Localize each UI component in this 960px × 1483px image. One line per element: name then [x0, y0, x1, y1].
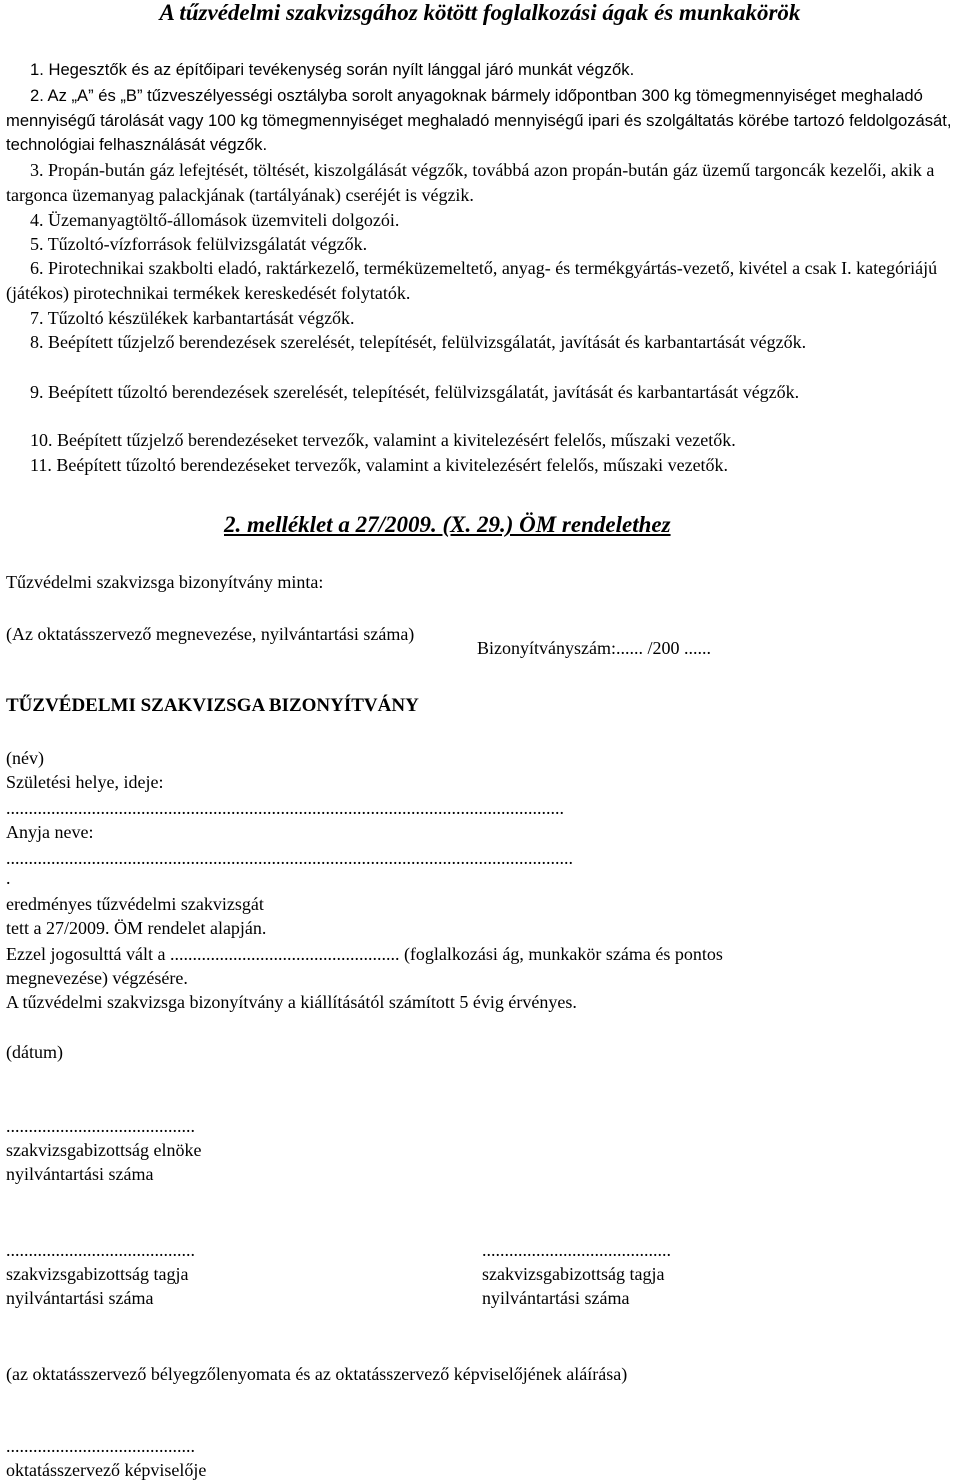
list-item-10	[6, 428, 956, 453]
registration-label: nyilvántartási száma	[482, 1288, 630, 1308]
signature-line: ..........................................	[6, 1436, 195, 1456]
item-number: 10.	[30, 430, 53, 450]
organizer-label: (Az oktatásszervező megnevezése, nyilvántartási száma)	[6, 624, 415, 644]
dotted-line: ..............................................................................................................................	[6, 848, 573, 868]
passed-line-2: tett a 27/2009. ÖM rendelet alapján.	[6, 918, 267, 938]
item-text: Beépített tűzjelző berendezéseket tervezők, valamint a kivitelezésért felelős, műszaki vezetők.	[57, 430, 736, 450]
item-text: Beépített tűzoltó berendezéseket tervezők, valamint a kivitelezésért felelős, műszaki vezetők.	[56, 455, 729, 475]
signature-line: ..........................................	[6, 1116, 195, 1136]
item-text: Hegesztők és az építőipari tevékenység során nyílt lánggal járó munkát végzők.	[48, 60, 635, 79]
item-number: 2.	[30, 86, 44, 105]
list-item-7	[6, 306, 956, 331]
item-number: 1.	[30, 60, 44, 79]
member-label: szakvizsgabizottság tagja	[482, 1264, 665, 1284]
item-text: Tűzoltó készülékek karbantartását végzők.	[47, 308, 355, 328]
item-text: Az „A” és „B” tűzveszélyességi osztályba sorolt anyagoknak bármely időpontban 300 kg tömegmennyiséget meghaladó mennyiségű tárolását vagy 100 kg tömegmennyiséget meghaladó mennyiségű ipari és szolgáltatás körébe tartozó feldolgozását, technológiai felhasználását végzők.	[6, 86, 952, 155]
sample-label: Tűzvédelmi szakvizsga bizonyítvány minta:	[6, 572, 324, 592]
page-title: A tűzvédelmi szakvizsgához kötött foglalkozási ágak és munkakörök	[159, 0, 801, 25]
item-number: 7.	[30, 308, 44, 328]
mother-label: Anyja neve:	[6, 822, 94, 842]
item-number: 11.	[30, 455, 52, 475]
list-item-4	[6, 208, 956, 233]
list-item-11	[6, 453, 956, 478]
validity-text: A tűzvédelmi szakvizsga bizonyítvány a kiállításától számított 5 évig érvényes.	[6, 992, 577, 1012]
list-item-8	[6, 330, 956, 355]
item-text: Tűzoltó-vízforrások felülvizsgálatát végzők.	[47, 234, 368, 254]
entitled-line-2: megnevezése) végzésére.	[6, 968, 188, 988]
certificate-title: TŰZVÉDELMI SZAKVIZSGA BIZONYÍTVÁNY	[6, 695, 419, 716]
item-text: Beépített tűzoltó berendezések szerelését, telepítését, felülvizsgálatát, javítását és karbantartását végzők.	[48, 382, 800, 402]
passed-line-1: eredményes tűzvédelmi szakvizsgát	[6, 894, 264, 914]
entitled-line-1: Ezzel jogosulttá vált a ................................................... (foglalkozási ág, munkakör száma és pontos	[6, 944, 723, 964]
item-text: Propán-bután gáz lefejtését, töltését, kiszolgálását végzők, továbbá azon propán-bután gáz üzemű targoncák kezelői, akik a targonca üzemanyag palackjának (tartályának) cseréjét is végzik.	[6, 160, 935, 205]
dot-mark: .	[6, 868, 11, 888]
item-text: Pirotechnikai szakbolti eladó, raktárkezelő, terméküzemeltető, anyag- és termékgyártás-vezető, kivétel a csak I. kategóriájú (játékos) pirotechnikai termékek kereskedését folytatók.	[6, 258, 938, 303]
cert-number: Bizonyítványszám:...... /200 ......	[477, 638, 711, 658]
registration-label: nyilvántartási száma	[6, 1288, 154, 1308]
item-number: 9.	[30, 382, 44, 402]
list-item-2	[6, 84, 956, 158]
item-number: 6.	[30, 258, 44, 278]
list-item-5	[6, 232, 956, 257]
registration-label: nyilvántartási száma	[6, 1164, 154, 1184]
list-item-3	[6, 158, 956, 207]
member-label: szakvizsgabizottság tagja	[6, 1264, 189, 1284]
signature-line: ..........................................	[482, 1240, 671, 1260]
chair-label: szakvizsgabizottság elnöke	[6, 1140, 202, 1160]
item-text: Üzemanyagtöltő-állomások üzemviteli dolgozói.	[48, 210, 400, 230]
item-number: 4.	[30, 210, 44, 230]
annex-title: 2. melléklet a 27/2009. (X. 29.) ÖM rendelethez	[224, 512, 671, 537]
list-item-9	[6, 380, 956, 405]
list-item-6	[6, 256, 956, 305]
birth-label: Születési helye, ideje:	[6, 772, 164, 792]
representative-label: oktatásszervező képviselője	[6, 1460, 207, 1480]
item-number: 5.	[30, 234, 44, 254]
item-number: 8.	[30, 332, 44, 352]
signature-line: ..........................................	[6, 1240, 195, 1260]
date-label: (dátum)	[6, 1042, 63, 1062]
list-item-1	[6, 58, 956, 83]
stamp-label: (az oktatásszervező bélyegzőlenyomata és az oktatásszervező képviselőjének aláírása)	[6, 1364, 628, 1384]
name-label: (név)	[6, 748, 44, 768]
item-text: Beépített tűzjelző berendezések szerelését, telepítését, felülvizsgálatát, javítását és karbantartását végzők.	[48, 332, 807, 352]
dotted-line: ............................................................................................................................	[6, 798, 564, 818]
item-number: 3.	[30, 160, 44, 180]
